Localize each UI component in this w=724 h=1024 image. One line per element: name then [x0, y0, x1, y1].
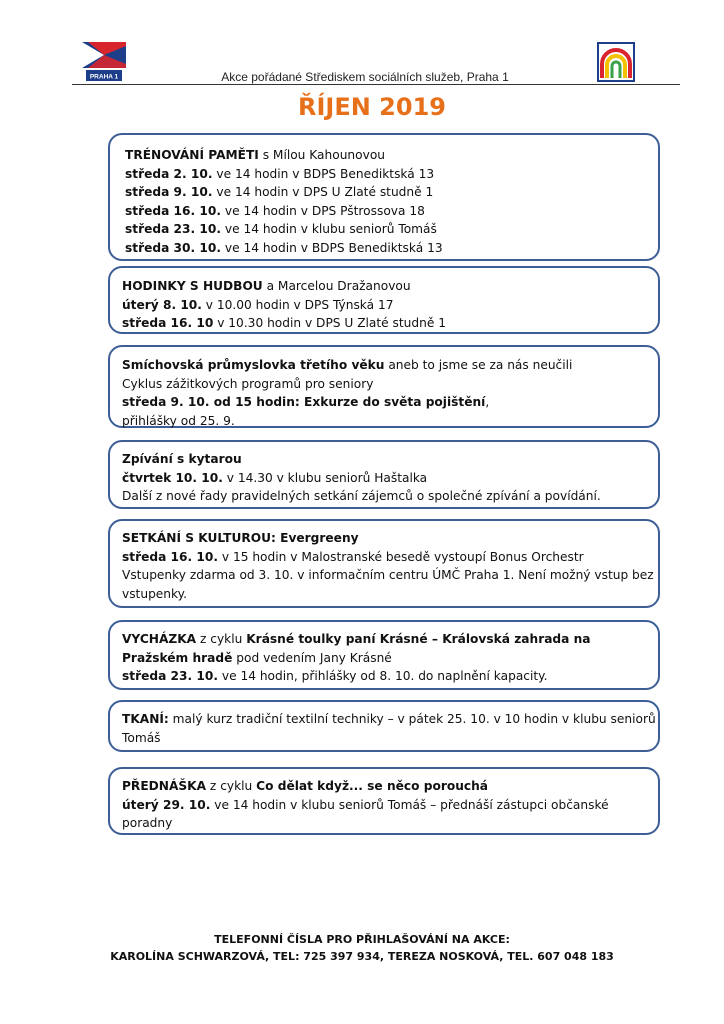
event-place: v 10.30 hodin v DPS U Zlaté studně 1 — [213, 316, 446, 330]
event-date-line — [125, 165, 648, 184]
event-description: Cyklus zážitkových programů pro seniory — [122, 376, 374, 391]
event-place: ve 14 hodin v klubu seniorů Tomáš – přednáší zástupci občanské — [210, 797, 609, 812]
event-punctuation: , — [485, 395, 490, 409]
event-day: středa 16. 10. — [125, 203, 221, 218]
footer-phones-contacts: KAROLÍNA SCHWARZOVÁ, TEL: 725 397 934, TEREZA NOSKOVÁ, TEL. 607 048 183 — [110, 950, 614, 963]
event-title-line — [122, 450, 648, 469]
praha1-logo-icon — [82, 42, 126, 82]
event-smichov-school — [108, 345, 660, 428]
event-title-line — [122, 630, 648, 649]
event-date-line — [122, 796, 648, 815]
event-place: ve 14 hodin v BDPS Benediktská 13 — [220, 240, 443, 255]
event-memory-training — [108, 133, 660, 261]
event-music-hours — [108, 266, 660, 334]
event-place: ve 14 hodin v klubu seniorů Tomáš — [220, 222, 437, 236]
event-title: Zpívání s kytarou — [122, 452, 242, 466]
event-place: ve 14 hodin v DPS Pštrossova 18 — [220, 203, 425, 218]
event-date-line — [122, 667, 648, 686]
event-day: středa 9. 10. od 15 hodin: Exkurze do světa pojištění — [122, 395, 486, 409]
event-place: ve 14 hodin, přihlášky od 8. 10. do naplnění kapacity. — [217, 669, 548, 683]
event-date-line — [125, 202, 648, 221]
event-title-line — [122, 649, 648, 668]
event-date-line — [125, 239, 648, 258]
event-date-line — [122, 548, 648, 567]
event-place: v 10.00 hodin v DPS Týnská 17 — [201, 297, 394, 312]
event-description: vstupenky. — [122, 586, 187, 601]
header-divider — [72, 84, 680, 85]
event-series: Krásné toulky paní Krásné – Královská zahrada na — [246, 632, 591, 646]
event-title-line — [122, 777, 648, 796]
event-description: Vstupenky zdarma od 3. 10. v informačním centru ÚMČ Praha 1. Není možný vstup bez — [122, 568, 654, 582]
event-date-line — [122, 314, 648, 333]
event-date-line — [122, 469, 648, 488]
event-title: PŘEDNÁŠKA — [122, 779, 207, 793]
event-description: poradny — [122, 816, 173, 830]
event-subtitle: aneb to jsme se za nás neučili — [384, 358, 573, 372]
event-day: úterý 29. 10. — [122, 797, 211, 812]
event-day: středa 16. 10 — [122, 316, 214, 330]
event-walk — [108, 620, 660, 690]
event-day: středa 9. 10. — [125, 185, 213, 199]
event-place: ve 14 hodin v DPS U Zlaté studně 1 — [212, 185, 434, 199]
event-title: HODINKY S HUDBOU — [122, 279, 263, 293]
event-host: pod vedením Jany Krásné — [232, 650, 392, 665]
footer-phones-heading: TELEFONNÍ ČÍSLA PRO PŘIHLAŠOVÁNÍ NA AKCE: — [214, 933, 510, 946]
event-guitar-singing — [108, 440, 660, 509]
event-title-connector: z cyklu — [196, 632, 247, 646]
event-title: VYCHÁZKA — [122, 632, 197, 646]
event-date-line — [125, 220, 648, 239]
event-description: Tomáš — [122, 730, 161, 745]
event-day: úterý 8. 10. — [122, 297, 202, 312]
event-date-line — [122, 393, 648, 412]
event-date-line — [125, 183, 648, 202]
event-title: Smíchovská průmyslovka třetího věku — [122, 358, 385, 372]
event-lecture — [108, 767, 660, 835]
event-title-connector: z cyklu — [206, 779, 257, 793]
event-culture-meeting — [108, 519, 660, 608]
month-title: ŘÍJEN 2019 — [298, 93, 446, 121]
event-title-line — [122, 356, 648, 375]
event-date-line — [122, 296, 648, 315]
event-place: ve 14 hodin v BDPS Benediktská 13 — [212, 166, 435, 181]
event-day: středa 23. 10. — [122, 669, 218, 683]
event-day: čtvrtek 10. 10. — [122, 470, 223, 485]
event-title-line — [125, 146, 648, 165]
event-title: TRÉNOVÁNÍ PAMĚTI — [125, 148, 259, 162]
event-description: Další z nové řady pravidelných setkání zájemců o společné zpívání a povídání. — [122, 489, 601, 503]
event-signup: přihlášky od 25. 9. — [122, 413, 235, 428]
event-series: Co dělat když... se něco porouchá — [256, 779, 489, 793]
event-place: v 14.30 v klubu seniorů Haštalka — [222, 470, 428, 485]
event-title-line — [122, 710, 656, 729]
event-day: středa 30. 10. — [125, 240, 221, 255]
praha1-logo-text: PRAHA 1 — [89, 73, 119, 81]
social-services-logo-icon — [597, 42, 635, 82]
event-host: a Marcelou Dražanovou — [262, 279, 411, 293]
organizer-line: Akce pořádané Střediskem sociálních služeb, Praha 1 — [221, 70, 509, 84]
event-day: středa 2. 10. — [125, 166, 213, 181]
event-title: SETKÁNÍ S KULTUROU: Evergreeny — [122, 531, 359, 545]
event-title-line — [122, 277, 648, 296]
event-title-line — [122, 529, 648, 548]
event-weaving — [108, 700, 660, 752]
event-title: TKANÍ: — [122, 712, 169, 726]
event-host: s Mílou Kahounovou — [258, 148, 385, 162]
event-series: Pražském hradě — [122, 650, 233, 665]
event-day: středa 16. 10. — [122, 549, 218, 564]
event-description: malý kurz tradiční textilní techniky – v pátek 25. 10. v 10 hodin v klubu seniorů — [168, 712, 656, 726]
event-place: v 15 hodin v Malostranské besedě vystoupí Bonus Orchestr — [217, 549, 584, 564]
event-day: středa 23. 10. — [125, 222, 221, 236]
